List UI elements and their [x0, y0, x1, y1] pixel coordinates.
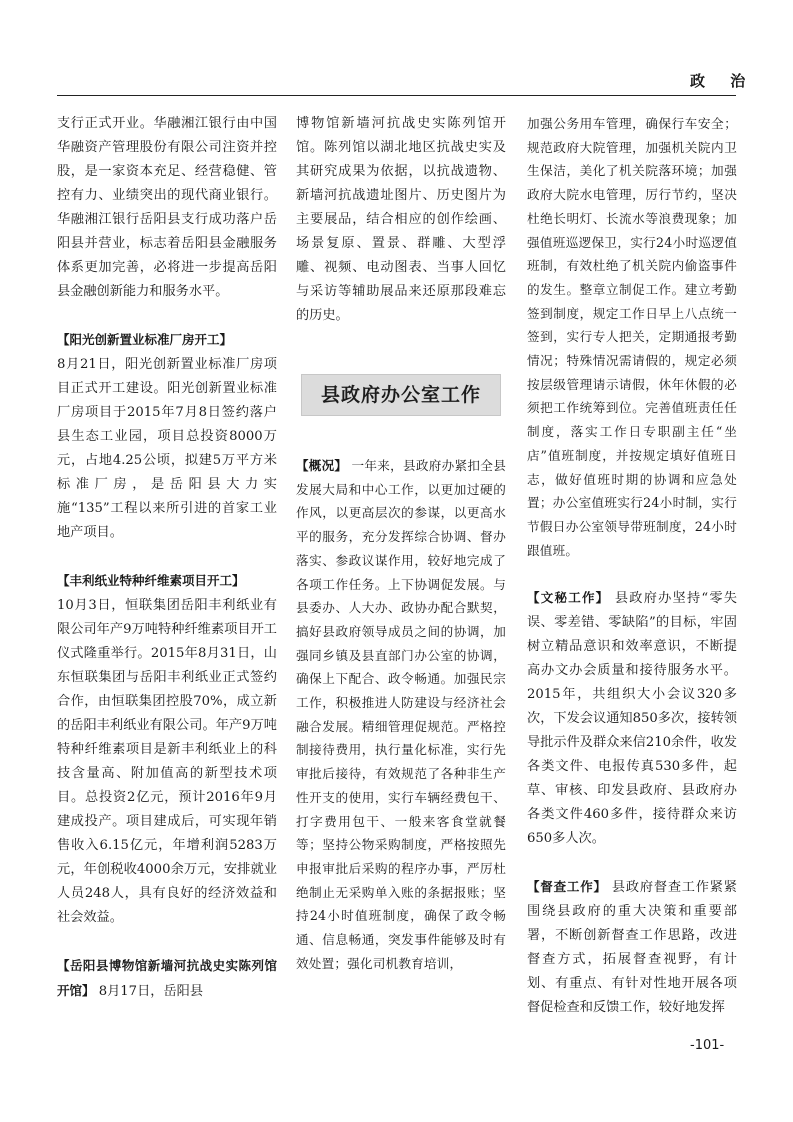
section-title: 县政府办公室工作 [301, 374, 501, 416]
overview-continued: 加强公务用车管理，确保行车安全；规范政府大院管理，加强机关院内卫生保洁，美化了机关院落环境；加强政府大院水电管理，厉行节约，坚决杜绝长明灯、长流水等浪费现象；加强值班巡逻保卫，实行24小时巡逻值班制，有效杜绝了机关院内偷盗事件的发生。整章立制促工作。建立考勤签到制度，规定工作日早上八点统一签到，实行专人把关，定期通报考勤情况；特殊情况需请假的，规定必须按层级管理请示请假，休年休假的必须把工作统筹到位。完善值班责任任制度，落实工作日专职副主任“坐店”值班制度，并按规定填好值班日志，做好值班时期的协调和应急处置；办公室值班实行24小时制，实行节假日办公室领导带班制度，24小时跟值班。 [527, 116, 737, 558]
overview-entry [296, 454, 506, 975]
secretary-heading: 【文秘工作】 [527, 590, 610, 606]
sunshine-entry [57, 328, 277, 545]
museum-heading: 【岳阳县博物馆新墙河抗战史实陈列馆开馆】 [57, 958, 277, 998]
column-left [57, 112, 277, 1004]
sunshine-body: 8月21日，阳光创新置业标准厂房项目正式开工建设。阳光创新置业标准厂房项目于2015年7月8日签约落户县生态工业园，项目总投资8000万元，占地4.25公顷，拟建5万平方米标准厂房，是岳阳县大力实施“135”工程以来所引进的首家工业地产项目。 [57, 357, 277, 540]
fengli-entry [57, 569, 277, 930]
museum-continued: 博物馆新墙河抗战史实陈列馆开馆。陈列馆以湖北地区抗战史实及其研究成果为依据，以抗战遗物、新墙河抗战遗址图片、历史图片为主要展品，结合相应的创作绘画、场景复原、置景、群雕、大型浮雕、视频、电动图表、当事人回忆与采访等辅助展品来还原那段难忘的历史。 [296, 116, 506, 323]
supervision-body: 县政府督查工作紧紧围绕县政府的重大决策和重要部署，不断创新督查工作思路，改进督查方式，拓展督查视野，有计划、有重点、有针对性地开展各项督促检查和反馈工作，较好地发挥 [527, 880, 737, 1016]
bank-paragraph: 支行正式开业。华融湘江银行由中国华融资产管理股份有限公司注资并控股，是一家资本充足、经营稳健、管控有力、业绩突出的现代商业银行。华融湘江银行岳阳县支行成功落户岳阳县并营业，标志着岳阳县金融服务体系更加完善，必将进一步提高岳阳县金融创新能力和服务水平。 [57, 116, 277, 299]
column-middle [296, 112, 506, 975]
sunshine-heading: 【阳光创新置业标准厂房开工】 [57, 332, 233, 347]
page-number: -101- [690, 1038, 725, 1053]
overview-body: 一年来，县政府办紧扣全县发展大局和中心工作，以更加过硬的作风，以更高层次的参谋，以更高水平的服务，充分发挥综合协调、督办落实、参政议谋作用，较好地完成了各项工作任务。上下协调促发展。与县委办、人大办、政协办配合默契，搞好县政府领导成员之间的协调，加强同乡镇及县直部门办公室的协调，确保上下配合、政令畅通。加强民宗工作，积极推进人防建设与经济社会融合发展。精细管理促规范。严格控制接待费用，执行量化标准，实行先审批后接待，有效规范了各种非生产性开支的使用，实行车辆经费包干、打字费用包干、一般来客食堂就餐等；坚持公物采购制度，严格按照先申报审批后采购的程序办事，严厉杜绝制止无采购单入账的条据报账；坚持24小时值班制度，确保了政令畅通、信息畅通，突发事件能够及时有效处置；强化司机教育培训， [296, 458, 506, 971]
running-header-title: 政 治 [690, 72, 756, 90]
overview-heading: 【概况】 [296, 458, 348, 473]
fengli-heading: 【丰利纸业特种纤维素项目开工】 [57, 573, 245, 588]
header-rule [57, 95, 736, 96]
museum-entry [57, 954, 277, 1004]
supervision-entry [527, 875, 737, 1020]
column-right [527, 112, 737, 1020]
fengli-body: 10月3日，恒联集团岳阳丰利纸业有限公司年产9万吨特种纤维素项目开工仪式隆重举行。2015年8月31日，山东恒联集团与岳阳丰利纸业正式签约合作，由恒联集团控股70%，成立新的岳阳丰利纸业有限公司。年产9万吨特种纤维素项目是新丰利纸业上的科技含量高、附加值高的新型技术项目。总投资2亿元，预计2016年9月建成投产。项目建成后，可实现年销售收入6.15亿元，年增利润5283万元，年创税收4000余万元，安排就业人员248人，具有良好的经济效益和社会效益。 [57, 598, 277, 925]
museum-body: 8月17日，岳阳县 [98, 984, 204, 999]
secretary-body: 县政府办坚持“零失误、零差错、零缺陷”的目标，牢固树立精品意识和效率意识，不断提高办文办会质量和接待服务水平。2015年，共组织大小会议320多次，下发会议通知850多次，接转领导批示件及群众来信210余件，收发各类文件、电报传真530多件，起草、审核、印发县政府、县政府办各类文件460多件，接待群众来访650多人次。 [527, 591, 737, 847]
supervision-heading: 【督查工作】 [527, 879, 607, 895]
secretary-entry [527, 586, 737, 851]
